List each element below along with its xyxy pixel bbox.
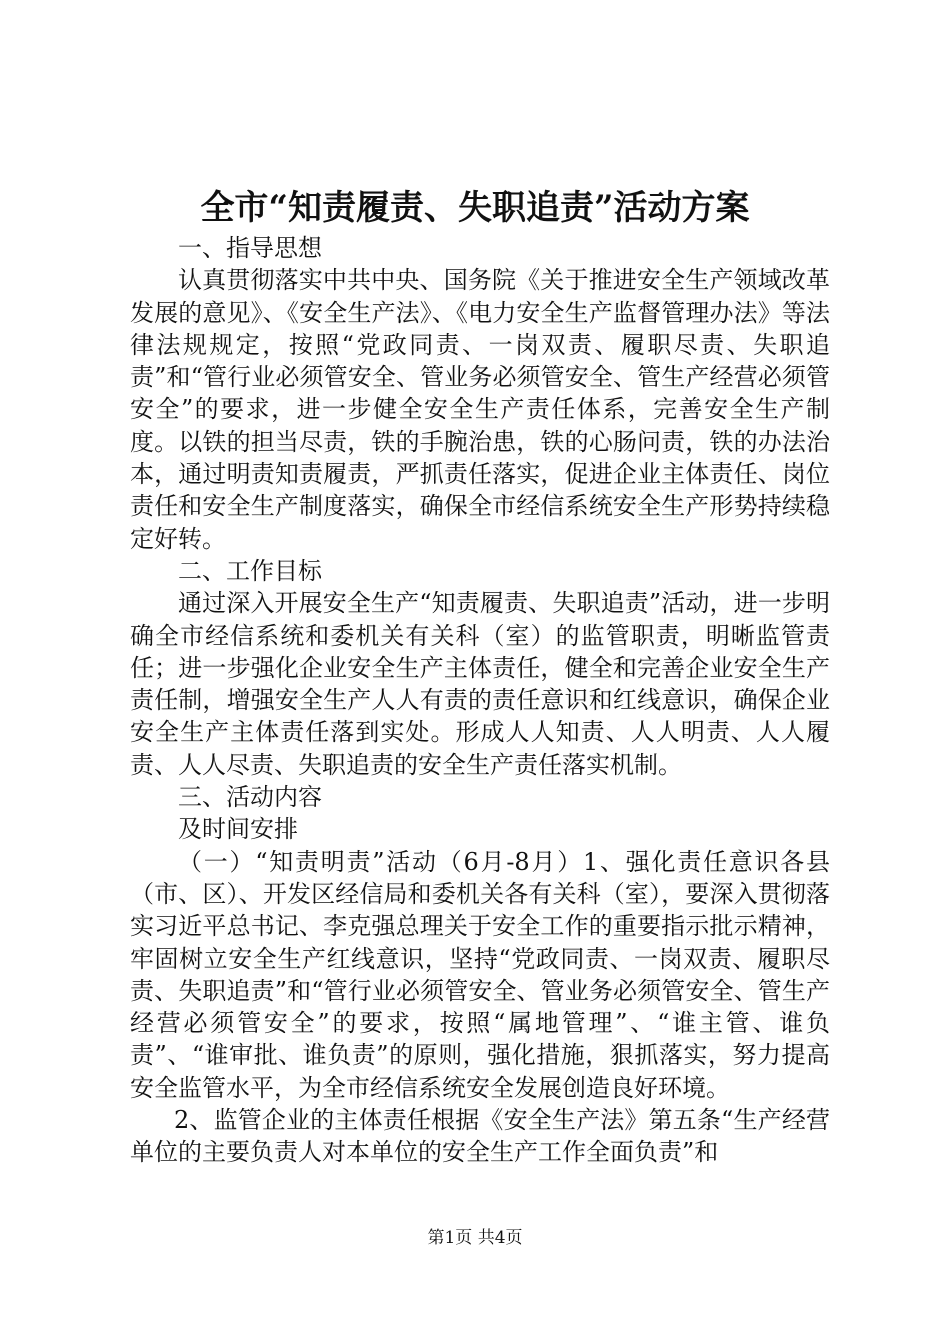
section-heading-schedule: 及时间安排 bbox=[178, 815, 298, 844]
section-heading-activity-content: 三、活动内容 bbox=[178, 783, 322, 812]
paragraph-work-goals: 通过深入开展安全生产“知责履责、失职追责”活动，进一步明确全市经信系统和委机关有关科（室）的监管职责，明晰监管责任；进一步强化企业安全生产主体责任，健全和完善企业安全生产责任制，增强安全生产人人有责的责任意识和红线意识，确保企业安全生产主体责任落到实处。形成人人知责、人人明责、人人履责、人人尽责、失职追责的安全生产责任落实机制。 bbox=[130, 589, 830, 779]
document-body bbox=[130, 232, 830, 1169]
page-footer: 第1页 共4页 bbox=[427, 1228, 523, 1248]
section-heading-guiding-ideology: 一、指导思想 bbox=[178, 234, 322, 262]
document-title: 全市“知责履责、失职追责”活动方案 bbox=[200, 188, 750, 228]
paragraph-enterprise-responsibility: 2、监管企业的主体责任根据《安全生产法》第五条“生产经营单位的主要负责人对本单位的安全生产工作全面负责”和 bbox=[130, 1106, 830, 1167]
paragraph-guiding-ideology: 认真贯彻落实中共中央、国务院《关于推进安全生产领域改革发展的意见》、《安全生产法》、《电力安全生产监督管理办法》等法律法规规定，按照“党政同责、一岗双责、履职尽责、失职追责”和“管行业必须管安全、管业务必须管安全、管生产经营必须管安全”的要求，进一步健全安全生产责任体系，完善安全生产制度。以铁的担当尽责，铁的手腕治患，铁的心肠问责，铁的办法治本，通过明责知责履责，严抓责任落实，促进企业主体责任、岗位责任和安全生产制度落实，确保全市经信系统安全生产形势持续稳定好转。 bbox=[130, 266, 830, 553]
paragraph-know-responsibility: （一）“知责明责”活动（6月-8月）1、强化责任意识各县（市、区）、开发区经信局和委机关各有关科（室），要深入贯彻落实习近平总书记、李克强总理关于安全工作的重要指示批示精神，牢固树立安全生产红线意识，坚持“党政同责、一岗双责、履职尽责、失职追责”和“管行业必须管安全、管业务必须管安全、管生产经营必须管安全”的要求，按照“属地管理”、“谁主管、谁负责”、“谁审批、谁负责”的原则，强化措施，狠抓落实，努力提高安全监管水平，为全市经信系统安全发展创造良好环境。 bbox=[130, 847, 830, 1102]
section-heading-work-goals: 二、工作目标 bbox=[178, 556, 322, 585]
